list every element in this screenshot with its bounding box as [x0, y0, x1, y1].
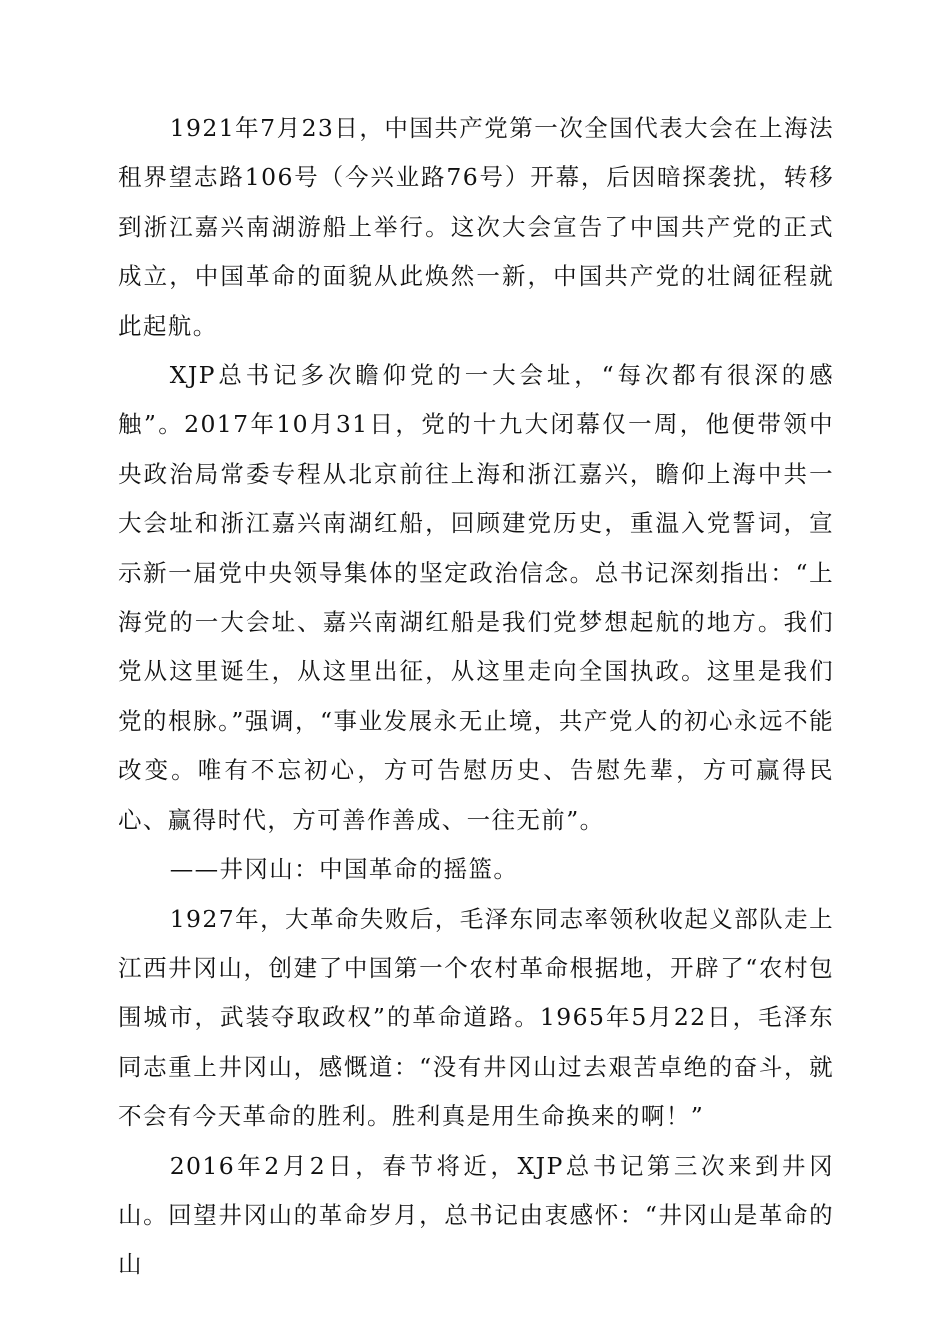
paragraph-2: XJP总书记多次瞻仰党的一大会址，“每次都有很深的感触”。2017年10月31日，党的十九大闭幕仅一周，他便带领中央政治局常委专程从北京前往上海和浙江嘉兴，瞻仰上海中共一大会址和浙江嘉兴南湖红船，回顾建党历史，重温入党誓词，宣示新一届党中央领导集体的坚定政治信念。总书记深刻指出：“上海党的一大会址、嘉兴南湖红船是我们党梦想起航的地方。我们党从这里诞生，从这里出征，从这里走向全国执政。这里是我们党的根脉。”强调，“事业发展永无止境，共产党人的初心永远不能改变。唯有不忘初心，方可告慰历史、告慰先辈，方可赢得民心、赢得时代，方可善作善成、一往无前”。 — [118, 361, 834, 834]
paragraph-5: 2016年2月2日，春节将近，XJP总书记第三次来到井冈山。回望井冈山的革命岁月，总书记由衷感怀：“井冈山是革命的山 — [118, 1151, 834, 1279]
paragraph-4: 1927年，大革命失败后，毛泽东同志率领秋收起义部队走上江西井冈山，创建了中国第一个农村革命根据地，开辟了“农村包围城市，武装夺取政权”的革命道路。1965年5月22日，毛泽东同志重上井冈山，感慨道：“没有井冈山过去艰苦卓绝的奋斗，就不会有今天革命的胜利。胜利真是用生命换来的啊！” — [118, 904, 834, 1131]
paragraph-1: 1921年7月23日，中国共产党第一次全国代表大会在上海法租界望志路106号（今兴业路76号）开幕，后因暗探袭扰，转移到浙江嘉兴南湖游船上举行。这次大会宣告了中国共产党的正式成立，中国革命的面貌从此焕然一新，中国共产党的壮阔征程就此起航。 — [118, 114, 834, 340]
paragraph-3: ——井冈山：中国革命的摇篮。 — [169, 855, 519, 884]
document-body — [118, 104, 834, 1290]
